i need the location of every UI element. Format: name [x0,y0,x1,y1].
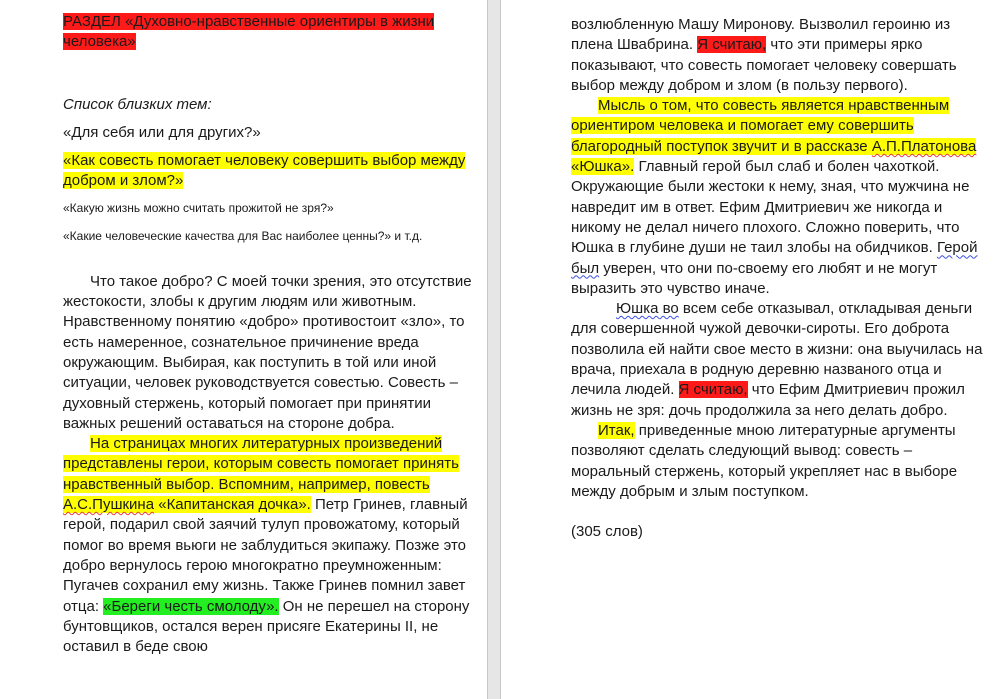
topic-item: «Для себя или для других?» [63,123,261,141]
paragraph-text: приведенные мною литературные аргументы позволяют сделать следующий вывод: совесть – моральный стержень, который укрепляет нас в выборе между добрым и злым поступком. [571,421,958,500]
essay-paragraph-platonov [571,96,987,299]
document-page-left [0,0,488,699]
word-count: (305 слов) [571,523,643,541]
topics-heading: Список близких тем: [63,95,212,113]
highlight-text: Мысль о том, что совесть является нравственным ориентиром человека и помогает ему совершить благородный поступок звучит и в рассказе [571,97,950,155]
essay-paragraph-intro: Что такое добро? С моей точки зрения, это отсутствие жестокости, злобы к другим людям или животным. Нравственному понятию «добро» противостоит «зло», то есть намеренное, сознательное причинение вреда окружающим. Выбирая, как поступить в той или иной ситуации, человек руководствуется совестью. Совесть – духовный стержень, который помогает при принятии важных решений оставаться на стороне добра. [63,272,472,432]
essay-paragraph-conclusion [571,421,987,502]
paragraph-text: уверен, что они по-своему его любят и не могут выразить это чувство иначе. [571,259,938,297]
essay-paragraph-continued [571,15,987,96]
topic-item: «Какие человеческие качества для Вас наиболее ценны?» и т.д. [63,228,423,243]
grammar-flagged-text: Юшка во [616,300,679,318]
quote-highlight: «Береги честь смолоду». [103,597,279,615]
topic-highlight: «Как совесть помогает человеку совершить выбор между добром и злом?» [63,152,466,190]
page-left-body [63,12,479,657]
highlight-text: «Юшка». [571,158,635,176]
paragraph-text: что эти примеры ярко показывают, что совесть помогает человеку совершать выбор между добром и злом (в пользу первого). [571,36,957,94]
paragraph-text: что Ефим Дмитриевич прожил жизнь не зря: дочь продолжила за него делать добро. [571,381,965,419]
paragraph-text: Главный герой был слаб и болен чахоткой. Окружающие были жестоки к нему, зная, что мужчина не навредит им в ответ. Ефим Дмитриевич же никогда и никому не делал ничего плохого. Сложно поверить, что Юшка в глубине души не таил злобы на обидчиков. [571,158,970,257]
document-page-right [500,0,996,699]
paragraph-text: возлюбленную Машу Миронову. Вызволил героиню из плена Швабрина. [571,16,951,54]
topic-item-highlighted [63,151,479,192]
paragraph-text: Он не перешел на сторону бунтовщиков, остался верен присяге Екатерины II, не оставил в беде свою [63,597,470,656]
paragraph-text: всем себе отказывал, откладывая деньги для совершенной чужой девочки-сироты. Его доброта позволила ей найти свое место в жизни: она выучилась на врача, приехала в родную деревню названого отца и лечила людей. [571,300,983,399]
essay-paragraph-pushkin [63,434,479,657]
section-title [63,12,443,53]
section-title-text: РАЗДЕЛ «Духовно-нравственные ориентиры в жизни человека» [63,13,435,51]
highlight-text: «Капитанская дочка». [154,496,311,514]
page-right-body [571,15,987,542]
opinion-highlight: Я считаю, [697,36,767,54]
paragraph-text: Петр Гринев, главный герой, подарил свой заячий тулуп провожатому, который помог во время вьюги не заблудиться экипажу. Позже это добро вернулось герою многократно преумноженным: Пугачев сохранил ему жизнь. Также Гринев помнил завет отца: [63,496,468,615]
topic-item: «Какую жизнь можно считать прожитой не зря?» [63,200,334,215]
conclusion-highlight: Итак, [598,421,635,439]
essay-paragraph-yushka [571,299,987,421]
highlight-text: На страницах многих литературных произведений представлены герои, которым совесть помогает принять нравственный выбор. Вспомним, например, повесть [63,435,459,493]
author-name: А.П.Платонова [871,137,977,155]
grammar-flagged-text: Герой был [571,239,978,277]
opinion-highlight: Я считаю, [678,381,748,399]
author-name: А.С.Пушкина [63,496,155,514]
